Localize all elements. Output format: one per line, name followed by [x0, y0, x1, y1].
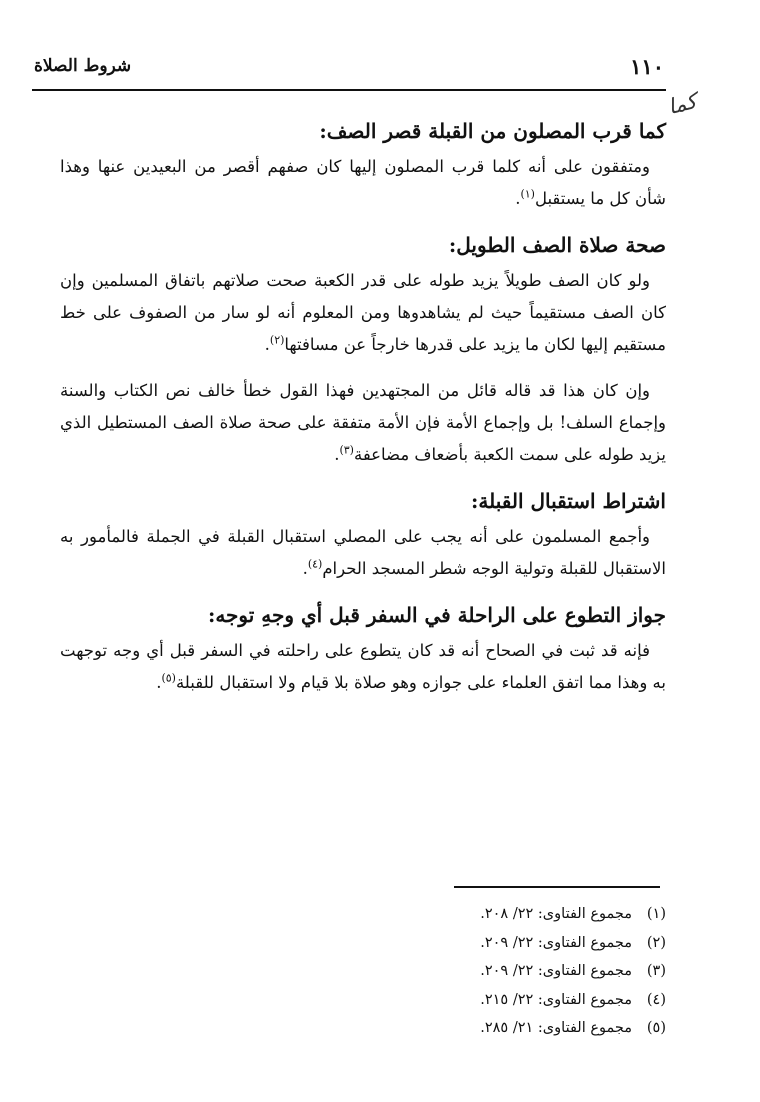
footnotes-list	[340, 900, 666, 1043]
paragraph: وأجمع المسلمون على أنه يجب على المصلي استقبال القبلة في الجملة فالمأمور به الاستقبال للقبلة وتولية الوجه شطر المسجد الحرام$^{(٤)}$.	[60, 527, 666, 578]
footnote: (٣)مجموع الفتاوى: ٢٢/ ٢٠٩.	[480, 963, 666, 980]
footnote-ref: (٥)	[161, 671, 176, 685]
footnote-ref: (٤)	[307, 557, 323, 571]
page-header	[34, 54, 664, 84]
paragraph: فإنه قد ثبت في الصحاح أنه قد كان يتطوع على راحلته في السفر قبل أي وجه توجهت به وهذا مما اتفق العلماء على جوازه وهو صلاة بلا قيام ولا استقبال للقبلة$^{(٥)}$.	[60, 641, 666, 692]
page-body	[60, 105, 666, 713]
footnote: (٤)مجموع الفتاوى: ٢٢/ ٢١٥.	[480, 991, 666, 1008]
section-heading: جواز التطوع على الراحلة في السفر قبل أي وجهِ توجه:	[207, 603, 666, 627]
handwritten-margin-note: كما	[665, 88, 700, 120]
footnote-ref: (١)	[520, 187, 535, 201]
footnote-ref: (٢)	[269, 333, 285, 347]
footnote: (١)مجموع الفتاوى: ٢٢/ ٢٠٨.	[480, 906, 666, 922]
section-heading: صحة صلاة الصف الطويل:	[448, 233, 666, 257]
running-title: شروط الصلاة	[34, 56, 132, 76]
footnote: (٥)مجموع الفتاوى: ٢١/ ٢٨٥.	[480, 1020, 666, 1037]
footnote-divider	[454, 886, 660, 888]
page-number: ١١٠	[630, 54, 664, 79]
section-heading: اشتراط استقبال القبلة:	[470, 489, 666, 513]
paragraph: ومتفقون على أنه كلما قرب المصلون إليها كان صفهم أقصر من البعيدين عنها وهذا شأن كل ما يستقبل$^{(١)}$.	[60, 157, 666, 208]
footnote-ref: (٣)	[339, 443, 354, 457]
paragraph: وإن كان هذا قد قاله قائل من المجتهدين فهذا القول خطأ خالف نص الكتاب والسنة وإجماع السلف! بل وإجماع الأمة فإن الأمة متفقة على صحة صلاة الصف المستطيل الذي يزيد طوله على سمت الكعبة بأضعاف مضاعفة$^{(٣)}$.	[60, 381, 666, 464]
section-heading: كما قرب المصلون من القبلة قصر الصف:	[319, 119, 666, 143]
footnote: (٢)مجموع الفتاوى: ٢٢/ ٢٠٩.	[480, 934, 666, 951]
header-divider	[32, 89, 666, 91]
paragraph: ولو كان الصف طويلاً يزيد طوله على قدر الكعبة صحت صلاتهم باتفاق المسلمين وإن كان الصف مستقيماً حيث لم يشاهدوها ومن المعلوم أنه لو سار من الصفوف على خط مستقيم إليها لكان ما يزيد على قدرها خارجاً عن مسافتها$^{(٢)}$.	[60, 271, 666, 354]
